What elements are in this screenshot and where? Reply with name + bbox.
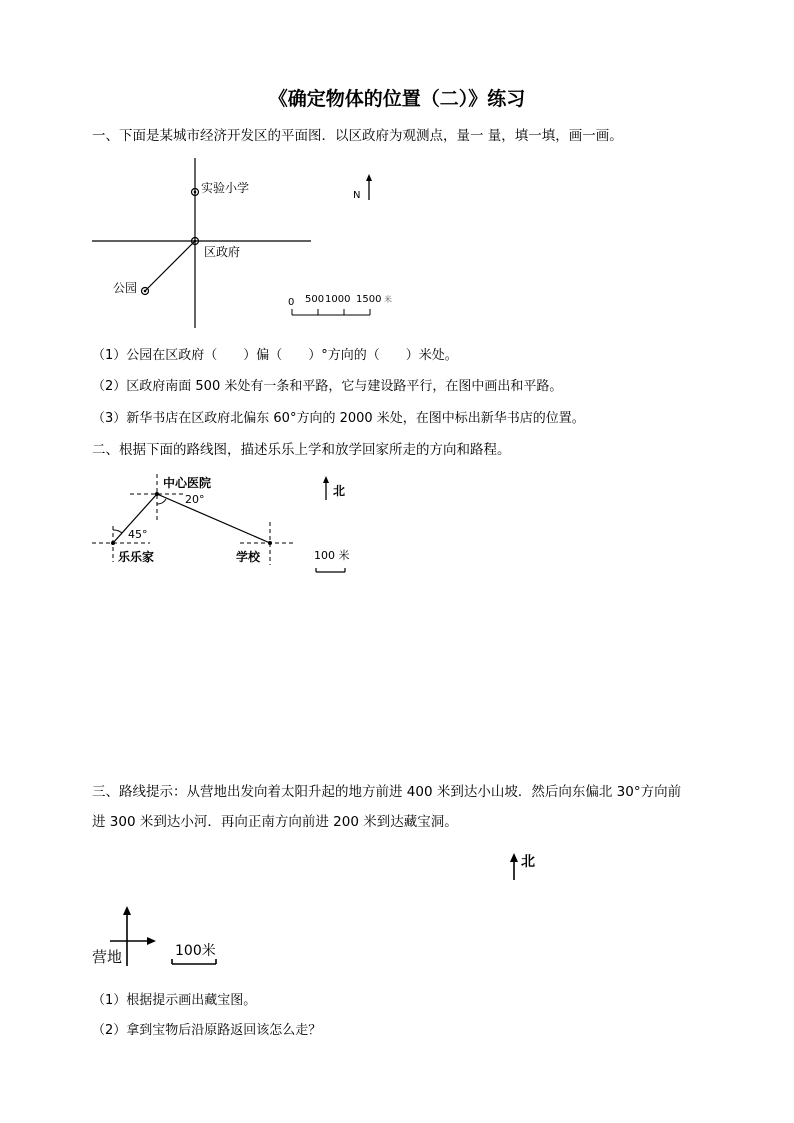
q1-sub2: （2）区政府南面 500 米处有一条和平路，它与建设路平行，在图中画出和平路。	[92, 379, 563, 394]
q1-sub1: （1）公园在区政府（ ）偏（ ）°方向的（ ）米处。	[92, 348, 458, 363]
camp-label: 营地	[92, 948, 123, 966]
q3-sub2: （2）拿到宝物后沿原路返回该怎么走？	[92, 1023, 322, 1038]
north-label: 北	[333, 484, 346, 498]
scale-tick-500: 500	[305, 294, 325, 305]
q3-sub1: （1）根据提示画出藏宝图。	[92, 993, 257, 1008]
north-label: N	[353, 190, 361, 201]
scale-label: 100 米	[314, 549, 350, 562]
q1-sub3: （3）新华书店在区政府北偏东 60°方向的 2000 米处，在图中标出新华书店的位置。	[92, 411, 585, 426]
q1-heading: 一、下面是某城市经济开发区的平面图．以区政府为观测点，量一 量，填一填，画一画。	[92, 128, 623, 144]
park-label: 公园	[113, 281, 138, 295]
school-label: 实验小学	[201, 181, 250, 195]
q3-heading-line2: 进 300 米到达小河．再向正南方向前进 200 米到达藏宝洞。	[92, 814, 458, 830]
page-title: 《确定物体的位置（二）》练习	[268, 88, 526, 110]
scale-unit: 米	[384, 295, 392, 304]
route-hospital-school	[157, 494, 270, 543]
hospital-label: 中心医院	[163, 476, 212, 490]
scale-tick-1500: 1500	[356, 294, 382, 305]
scale-label: 100米	[175, 943, 216, 959]
north-label: 北	[521, 854, 535, 870]
q2-heading: 二、根据下面的路线图，描述乐乐上学和放学回家所走的方向和路程。	[92, 442, 511, 458]
home-label: 乐乐家	[118, 550, 155, 564]
q1-map	[92, 158, 392, 328]
school-label: 学校	[236, 550, 261, 564]
q3-map	[92, 853, 535, 966]
park-path	[145, 241, 195, 291]
govt-label: 区政府	[204, 245, 241, 259]
home-angle: 45°	[128, 528, 148, 541]
scale-tick-1000: 1000	[325, 294, 351, 305]
hospital-angle: 20°	[185, 493, 205, 506]
scale-tick-0: 0	[288, 297, 295, 308]
q2-map	[92, 474, 350, 572]
q3-heading-line1: 三、路线提示：从营地出发向着太阳升起的地方前进 400 米到达小山坡．然后向东偏北 30°方向前	[92, 784, 682, 800]
